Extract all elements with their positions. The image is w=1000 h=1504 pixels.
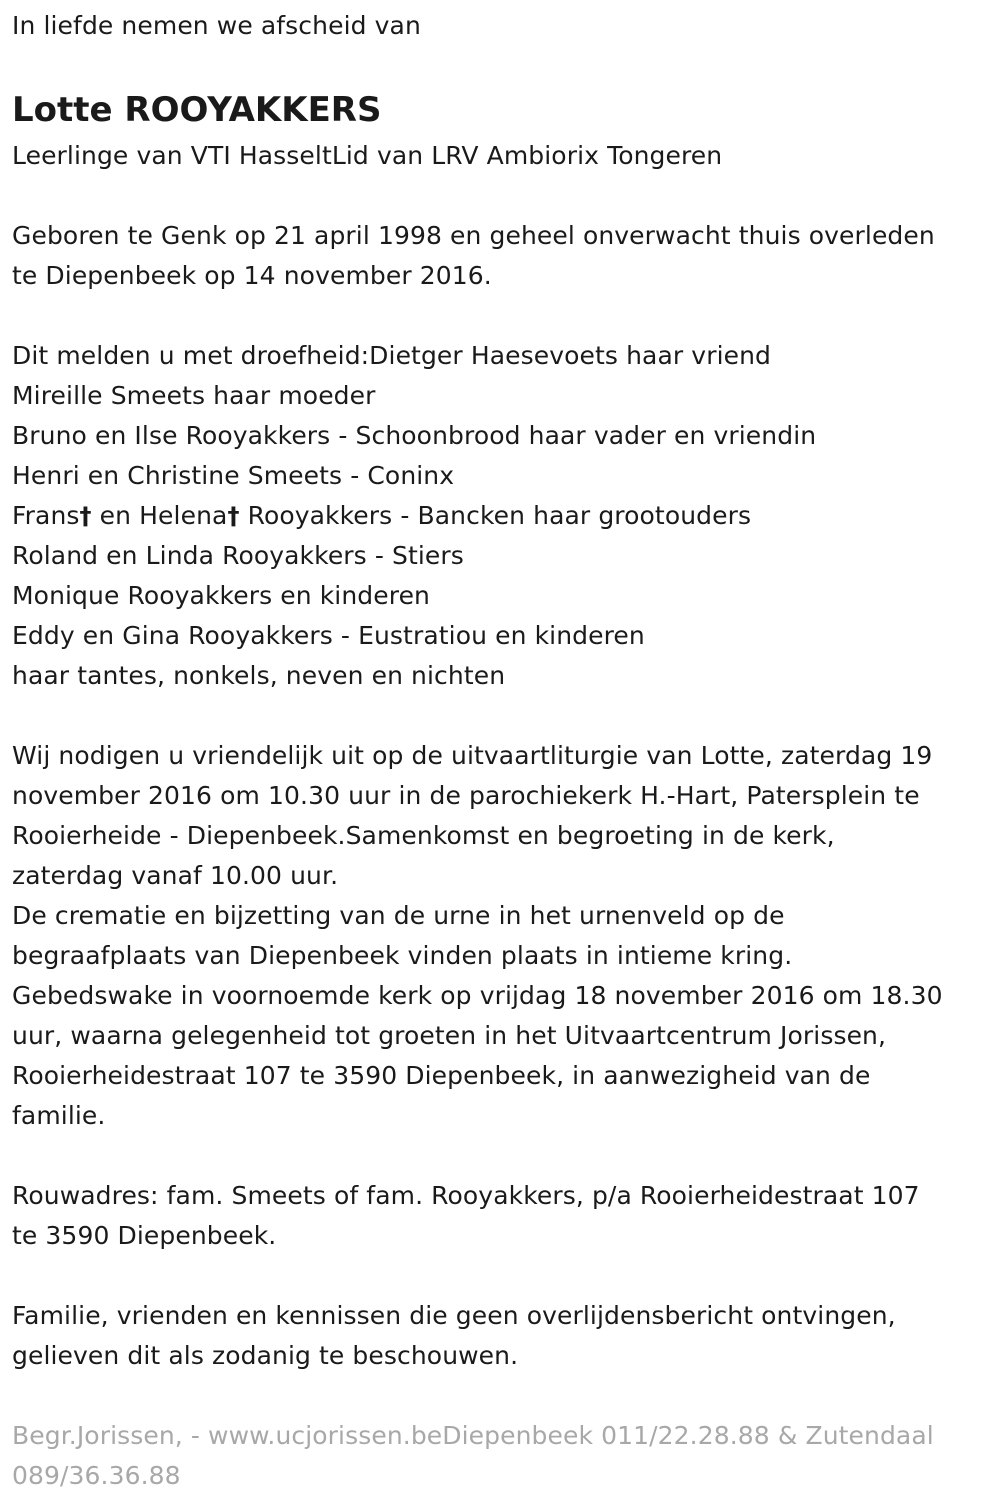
deceased-name: Lotte ROOYAKKERS <box>12 90 382 130</box>
family-line: Eddy en Gina Rooyakkers - Eustratiou en kinderen <box>12 621 645 650</box>
invitation-line: Rooierheide - Diepenbeek.Samenkomst en begroeting in de kerk, <box>12 821 835 850</box>
family-line: Mireille Smeets haar moeder <box>12 381 376 410</box>
family-line-grandparents <box>12 496 988 536</box>
invitation-line: november 2016 om 10.30 uur in de parochiekerk H.-Hart, Patersplein te <box>12 781 920 810</box>
family-line: haar tantes, nonkels, neven en nichten <box>12 661 506 690</box>
notice-block <box>12 1296 988 1376</box>
footer-line: Begr.Jorissen, - www.ucjorissen.beDiepenbeek 011/22.28.88 & Zutendaal <box>12 1421 934 1450</box>
family-block <box>12 336 988 696</box>
footer-line: 089/36.36.88 <box>12 1461 181 1490</box>
invitation-line: familie. <box>12 1101 106 1130</box>
death-line: te Diepenbeek op 14 november 2016. <box>12 261 492 290</box>
intro-text: In liefde nemen we afscheid van <box>12 11 421 40</box>
invitation-line: De crematie en bijzetting van de urne in het urnenveld op de <box>12 901 785 930</box>
address-line: te 3590 Diepenbeek. <box>12 1221 277 1250</box>
invitation-line: begraafplaats van Diepenbeek vinden plaats in intieme kring. <box>12 941 793 970</box>
subtitle: Leerlinge van VTI HasseltLid van LRV Ambiorix Tongeren <box>12 141 723 170</box>
birth-death-block <box>12 216 988 296</box>
birth-line: Geboren te Genk op 21 april 1998 en geheel onverwacht thuis overleden <box>12 221 935 250</box>
notice-line: gelieven dit als zodanig te beschouwen. <box>12 1341 519 1370</box>
family-line: Roland en Linda Rooyakkers - Stiers <box>12 541 464 570</box>
invitation-line: Gebedswake in voornoemde kerk op vrijdag 18 november 2016 om 18.30 <box>12 981 943 1010</box>
grandparents-surname: Rooyakkers - Bancken haar grootouders <box>239 501 752 530</box>
address-block <box>12 1176 988 1256</box>
family-line: Henri en Christine Smeets - Coninx <box>12 461 455 490</box>
family-line: Bruno en Ilse Rooyakkers - Schoonbrood haar vader en vriendin <box>12 421 817 450</box>
obituary-notice <box>12 6 988 1496</box>
family-line: Monique Rooyakkers en kinderen <box>12 581 430 610</box>
invitation-line: Wij nodigen u vriendelijk uit op de uitvaartliturgie van Lotte, zaterdag 19 <box>12 741 933 770</box>
grandmother-name: en Helena <box>91 501 228 530</box>
invitation-line: Rooierheidestraat 107 te 3590 Diepenbeek, in aanwezigheid van de <box>12 1061 871 1090</box>
funeral-home-footer <box>12 1416 988 1496</box>
grandfather-name: Frans <box>12 501 80 530</box>
notice-line: Familie, vrienden en kennissen die geen overlijdensbericht ontvingen, <box>12 1301 896 1330</box>
invitation-block <box>12 736 988 1136</box>
address-line: Rouwadres: fam. Smeets of fam. Rooyakkers, p/a Rooierheidestraat 107 <box>12 1181 920 1210</box>
invitation-line: zaterdag vanaf 10.00 uur. <box>12 861 339 890</box>
invitation-line: uur, waarna gelegenheid tot groeten in het Uitvaartcentrum Jorissen, <box>12 1021 887 1050</box>
cross-icon: † <box>227 502 240 530</box>
cross-icon: † <box>79 502 92 530</box>
family-line: Dit melden u met droefheid:Dietger Haesevoets haar vriend <box>12 341 772 370</box>
